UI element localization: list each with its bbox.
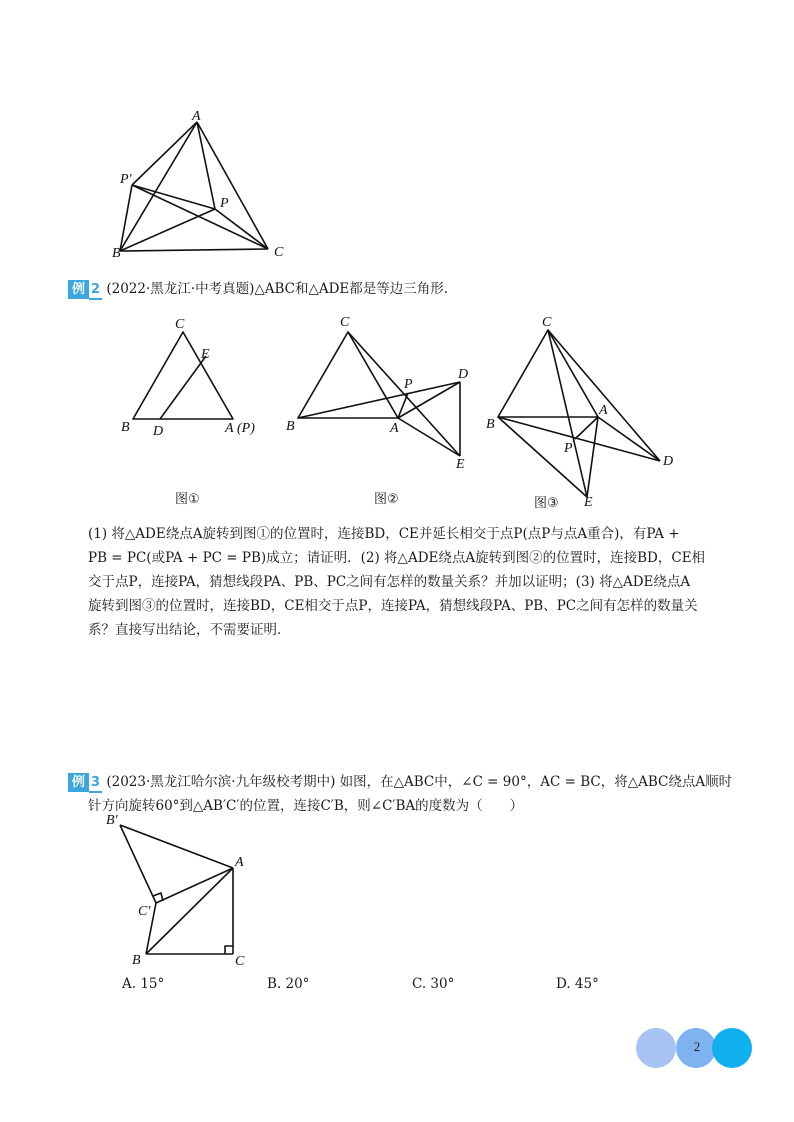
figure-3 [482, 310, 682, 510]
fig1-label-P: (P) [237, 421, 255, 436]
fig3-label-E: E [584, 495, 593, 510]
label-C: C [274, 245, 284, 260]
example-2-body [88, 522, 738, 642]
option-d[interactable]: D. 45° [556, 976, 599, 992]
label-A: A [192, 109, 201, 124]
body-line: 交于点P，连接PA，猜想线段PA、PB、PC之间有怎样的数量关系？并加以证明；(3) 将△ADE绕点A [88, 574, 691, 590]
fig1-label-A: A [225, 421, 234, 436]
fig3-label-A: A [599, 403, 608, 418]
example-badge: 例 [68, 280, 89, 299]
option-a[interactable]: A. 15° [122, 976, 165, 992]
fig3-label-P: P [564, 441, 573, 456]
example-3-line2: 针方向旋转60°到△AB′C′的位置，连接C′B，则∠C′BA的度数为（ ） [88, 798, 524, 814]
example-3-heading [68, 770, 738, 794]
body-line: 旋转到图③的位置时，连接BD，CE相交于点P，连接PA，猜想线段PA、PB、PC之间有怎样的数量关 [88, 598, 698, 614]
fig2-caption: 图② [374, 492, 399, 507]
example-badge: 例 [68, 773, 89, 792]
ex3-label-C-prime: C' [138, 904, 151, 919]
example-number: 3 [89, 773, 102, 793]
fig3-caption: 图③ [534, 496, 559, 511]
page-dot-left [636, 1028, 676, 1068]
page-number: 2 [693, 1039, 701, 1054]
fig3-label-D: D [663, 454, 674, 469]
fig2-label-C: C [340, 315, 350, 330]
fig1-label-D: D [153, 424, 164, 439]
figure-2 [280, 310, 480, 475]
option-c[interactable]: C. 30° [412, 976, 455, 992]
figure-1 [115, 310, 275, 450]
ex3-label-B: B [132, 953, 141, 968]
example-3-line1: (2023·黑龙江哈尔滨·九年级校考期中) 如图，在△ABC中，∠C = 90°，AC = BC，将△ABC绕点A顺时 [106, 774, 733, 790]
body-line: PB = PC(或PA + PC = PB)成立；请证明．(2) 将△ADE绕点A旋转到图②的位置时，连接BD，CE相 [88, 550, 706, 566]
fig1-label-B: B [121, 420, 130, 435]
figure-top [100, 105, 300, 265]
ex3-label-B-prime: B' [106, 813, 118, 828]
fig1-label-E: E [201, 347, 210, 362]
option-b[interactable]: B. 20° [267, 976, 310, 992]
example-2-heading [68, 278, 738, 300]
fig2-label-B: B [286, 419, 295, 434]
label-P-prime: P' [120, 172, 132, 187]
label-P: P [220, 196, 229, 211]
fig2-label-P: P [404, 377, 413, 392]
fig3-label-C: C [542, 315, 552, 330]
body-line: (1) 将△ADE绕点A旋转到图①的位置时，连接BD，CE并延长相交于点P(点P与点A重合)，有PA + [88, 526, 680, 542]
example-2-text: (2022·黑龙江·中考真题)△ABC和△ADE都是等边三角形. [106, 281, 449, 297]
fig1-caption: 图① [175, 492, 200, 507]
figure-example-3 [100, 808, 270, 973]
ex3-label-A: A [235, 855, 244, 870]
label-B: B [112, 246, 121, 261]
fig2-label-A: A [390, 421, 399, 436]
fig1-label-C: C [175, 317, 185, 332]
fig2-label-E: E [456, 457, 465, 472]
body-line: 系？直接写出结论，不需要证明． [88, 622, 291, 638]
example-number: 2 [89, 280, 102, 300]
page-dot-right [712, 1028, 752, 1068]
fig2-label-D: D [458, 367, 469, 382]
ex3-label-C: C [235, 954, 245, 969]
fig3-label-B: B [486, 417, 495, 432]
